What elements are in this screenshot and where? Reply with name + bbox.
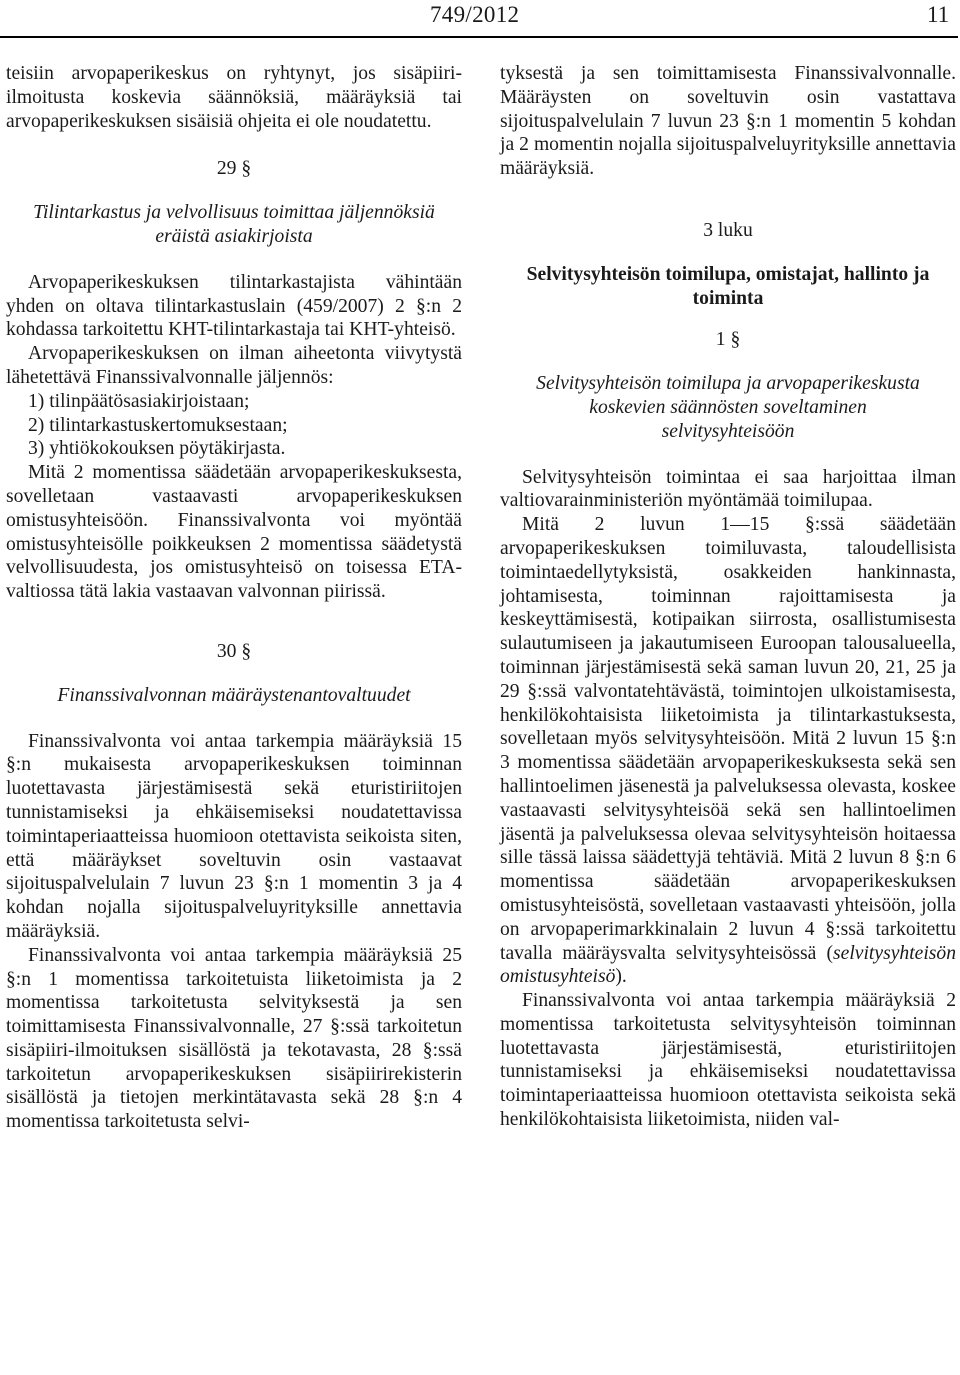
paragraph-text-end: ).: [615, 966, 627, 988]
list-item: 3) yhtiökokouksen pöytäkirjasta.: [28, 438, 286, 460]
section-1-paragraph-1: Selvitysyhteisön toimintaa ei saa harjoittaa ilman valtiovarainministeriön myöntämää toimilupaa.: [500, 466, 956, 512]
paragraph-text: Mitä 2 luvun 1—15 §:ssä säädetään arvopaperikeskuksen toimiluvasta, taloudellisista toimintaedellytyksistä, osakkeiden hankinnasta, johtamisesta, toiminnan rajoittamisesta ja keskeyttämisestä, kotipaikan siirrosta, osallistumisesta sulautumiseen ja jakautumiseen Euroopan talousalueella, toiminnan järjestämisestä sekä saman luvun 20, 21, 25 ja 29 §:ssä valvontatehtävästä, toimintojen ulkoistamisesta, henkilökohtaisista liiketoimista ja tilintarkastuksesta, sovelletaan myös selvitysyhteisöön. Mitä 2 luvun 15 §:n 3 momentissa säädetään arvopaperikeskuksesta sekä sen hallintoelimen jäsenestä ja palveluksessa olevasta, koskee vastaavasti selvitysyhteisöä sekä sen hallintoelimen jäsentä ja palveluksessa olevaa selvitysyhteisön hoitaessa sille tässä laissa säädettyjä tehtäviä. Mitä 2 luvun 8 §:n 6 momentissa säädetään arvopaperikeskuksen omistusyhteisöstä, sovelletaan vastaavasti yhteisöön, jolla on arvopaperimarkkinalain 2 luvun 4 §:ssä tarkoitettu tavalla määräysvalta selvitysyhteisössä (: [500, 514, 956, 964]
chapter-number: 3 luku: [703, 219, 753, 241]
list-item: 1) tilinpäätösasiakirjoistaan;: [28, 390, 250, 412]
right-column: [500, 62, 956, 1132]
section-30-paragraph-1: Finanssivalvonta voi antaa tarkempia määräyksiä 15 §:n mukaisesta arvopaperikeskuksen toiminnan luotettavasta järjestämisestä sekä eturistiriitojen tunnistamiseksi ja ehkäisemiseksi noudatettavissa toimintaperiaatteissa huomioon otettavista seikoista siten, että määräykset soveltuvin osin vastaavat sijoituspalvelulain 7 luvun 23 §:n 1 momentin 3 ja 4 kohdan nojalla sijoituspalveluyrityksille annettavia määräyksiä.: [6, 730, 462, 942]
section-30-number: 30 §: [216, 640, 252, 662]
section-29-paragraph-2: Arvopaperikeskuksen on ilman aiheetonta viivytystä lähetettävä Finanssivalvonnalle jäljennös:: [6, 343, 462, 388]
page-number: 11: [927, 2, 950, 27]
left-column: [6, 62, 462, 1134]
continued-paragraph: tyksestä ja sen toimittamisesta Finanssivalvonnalle. Määräysten on soveltuvin osin vastattava sijoituspalvelulain 7 luvun 23 §:n 1 momentin 5 kohdan ja 2 momentin nojalla sijoituspalveluyrityksille annettavia määräyksiä.: [500, 63, 956, 180]
document-number: 749/2012: [430, 2, 520, 27]
section-1-number: 1 §: [715, 329, 741, 351]
section-29-paragraph-3: Mitä 2 momentissa säädetään arvopaperikeskuksesta, sovelletaan vastaavasti arvopaperikeskuksen omistusyhteisöön. Finanssivalvonta voi myöntää omistusyhteisölle poikkeuksen 2 momentissa säädetystä velvollisuudesta, jos omistusyhteisö on toisessa ETA-valtiossa tätä lakia vastaavan valvonnan piirissä.: [6, 462, 462, 603]
section-29-paragraph-1: Arvopaperikeskuksen tilintarkastajista vähintään yhden on oltava tilintarkastuslain (459/2007) 2 §:n 2 kohdassa tarkoitettu KHT-tilintarkastaja tai KHT-yhteisö.: [6, 271, 462, 341]
continued-paragraph: teisiin arvopaperikeskus on ryhtynyt, jos sisäpiiri-ilmoitusta koskevia säännöksiä, määräyksiä tai arvopaperikeskuksen sisäisiä ohjeita ei ole noudatettu.: [6, 63, 462, 132]
section-1-title: Selvitysyhteisön toimilupa ja arvopaperikeskusta koskevien säännösten soveltaminen selvitysyhteisöön: [536, 373, 920, 442]
section-1-paragraph-2: [500, 513, 956, 989]
section-1-paragraph-3: Finanssivalvonta voi antaa tarkempia määräyksiä 2 momentissa tarkoitetusta selvitysyhteisön toiminnan luotettavasta järjestämisestä, eturistiriitojen tunnistamiseksi ja ehkäisemiseksi noudatettavissa toimintaperiaatteissa huomioon otettavista seikoista sekä henkilökohtaisista liiketoimista, niiden val-: [500, 990, 956, 1131]
italic-term: selvitysyhteisön omistusyhteisö: [500, 942, 956, 988]
list-item: 2) tilintarkastuskertomuksestaan;: [28, 414, 288, 436]
section-30-title: Finanssivalvonnan määräystenantovaltuudet: [57, 684, 411, 706]
section-30-paragraph-2: Finanssivalvonta voi antaa tarkempia määräyksiä 25 §:n 1 momentissa tarkoitetuista liiketoimista ja 2 momentissa tarkoitetusta selvityksestä ja sen toimittamisesta Finanssivalvonnalle, 27 §:ssä tarkoitetun sisäpiiri-ilmoituksen sisällöstä ja tekotavasta, 28 §:ssä tarkoitetun arvopaperikeskuksen sisäpiirirekisterin sisällöstä ja tietojen merkintätavasta sekä 28 §:n 4 momentissa tarkoitetusta selvi-: [6, 944, 462, 1133]
section-29-title: Tilintarkastus ja velvollisuus toimittaa jäljennöksiä eräistä asiakirjoista: [33, 202, 435, 247]
section-29-number: 29 §: [216, 158, 252, 180]
page-header: [0, 0, 960, 40]
header-rule: [0, 36, 958, 38]
chapter-title: Selvitysyhteisön toimilupa, omistajat, hallinto ja toiminta: [526, 263, 930, 309]
